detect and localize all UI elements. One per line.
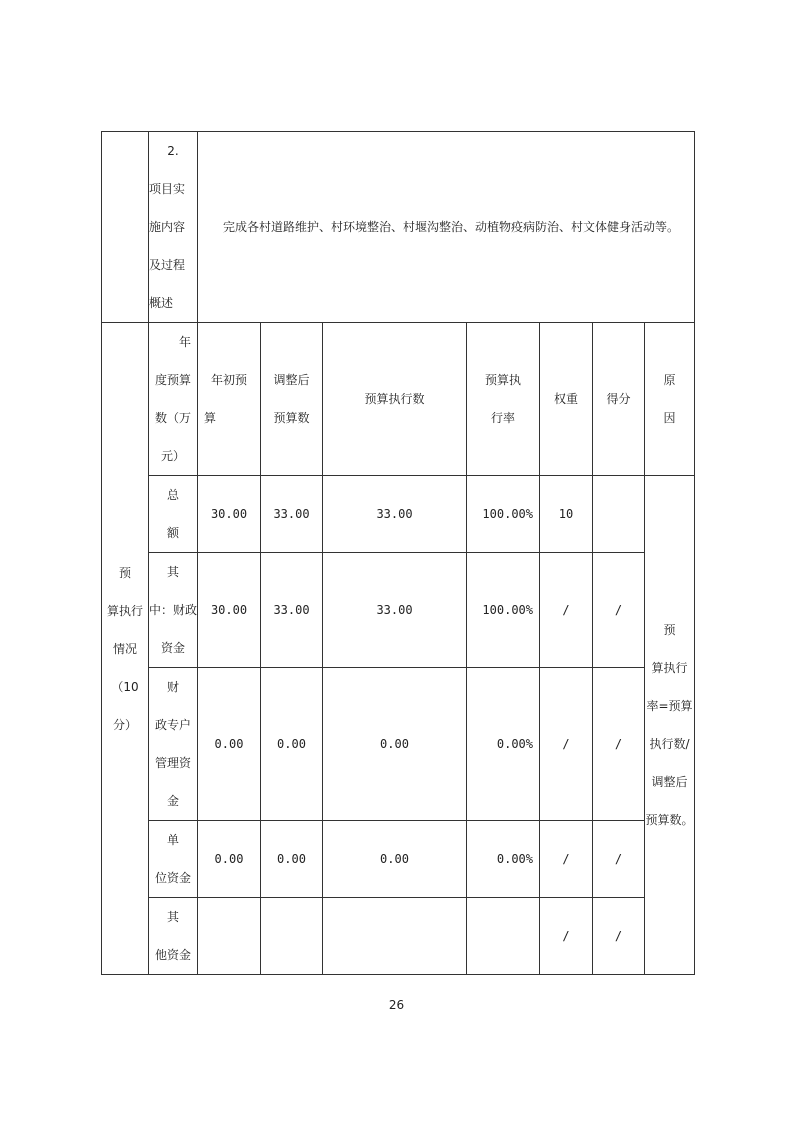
label-line: 项目实 (149, 182, 186, 196)
reason-line: 预算数。 (645, 813, 694, 827)
label-line: 年 (178, 335, 191, 349)
label-line: 他资金 (154, 948, 191, 962)
weight-cell: / (540, 553, 593, 668)
annual-budget-header (149, 323, 198, 476)
performance-table (101, 131, 695, 975)
score-cell: / (593, 821, 645, 898)
score-cell: / (593, 668, 645, 821)
initial-budget-cell: 0.00 (198, 668, 261, 821)
label-line: 算执行 (106, 603, 143, 618)
budget-header-row (102, 323, 695, 476)
implementation-content: 完成各村道路维护、村环境整治、村堰沟整治、动植物疫病防治、村文体健身活动等。 (198, 132, 695, 323)
adjusted-budget-header (261, 323, 323, 476)
execution-rate-cell: 100.00% (467, 476, 540, 553)
label-line: 预 (118, 565, 131, 580)
row-label (149, 821, 198, 898)
reason-line: 率=预算 (646, 699, 693, 713)
score-header: 得分 (593, 323, 645, 476)
row-label (149, 668, 198, 821)
adjusted-budget-cell: 33.00 (261, 553, 323, 668)
budget-execution-label (102, 323, 149, 975)
adjusted-budget-cell: 0.00 (261, 668, 323, 821)
initial-budget-header (198, 323, 261, 476)
label-line: 总 (166, 488, 179, 502)
label-line: 数（万 (154, 411, 191, 425)
label-line: 政专户 (154, 718, 191, 732)
label-line: 财 (166, 680, 179, 694)
weight-header: 权重 (540, 323, 593, 476)
page-number: 26 (388, 998, 405, 1012)
label-line: 年初预 (210, 373, 247, 387)
weight-cell: / (540, 821, 593, 898)
label-line: 其 (166, 565, 179, 579)
label-line: 及过程 (149, 258, 186, 272)
label-line: 情况（10 (111, 641, 139, 694)
label-line: 概述 (149, 296, 174, 310)
executed-header: 预算执行数 (323, 323, 467, 476)
score-cell: / (593, 898, 645, 975)
reason-cell (645, 476, 695, 975)
label-line: 位资金 (154, 871, 191, 885)
reason-header (645, 323, 695, 476)
executed-cell: 33.00 (323, 553, 467, 668)
label-line: 单 (166, 833, 179, 847)
label-line: 元） (160, 449, 185, 463)
weight-cell: / (540, 668, 593, 821)
executed-cell: 0.00 (323, 668, 467, 821)
table-row (102, 553, 695, 668)
score-cell (593, 476, 645, 553)
executed-cell: 0.00 (323, 821, 467, 898)
label-line: 金 (166, 794, 179, 808)
initial-budget-cell: 30.00 (198, 553, 261, 668)
label-line: 其 (166, 910, 179, 924)
reason-line: 算执行 (651, 661, 688, 675)
execution-rate-header (467, 323, 540, 476)
label-line: 调整后 (273, 373, 310, 387)
table-row (102, 668, 695, 821)
label-line: 算 (204, 411, 217, 425)
table-row (102, 898, 695, 975)
executed-cell (323, 898, 467, 975)
weight-cell: / (540, 898, 593, 975)
initial-budget-cell (198, 898, 261, 975)
execution-rate-cell: 0.00% (467, 821, 540, 898)
implementation-row (102, 132, 695, 323)
weight-cell: 10 (540, 476, 593, 553)
label-line: 资金 (160, 641, 185, 655)
implementation-label (149, 132, 198, 323)
table-row (102, 821, 695, 898)
execution-rate-cell (467, 898, 540, 975)
label-line: 施内容 (149, 220, 186, 234)
execution-rate-cell: 0.00% (467, 668, 540, 821)
executed-cell: 33.00 (323, 476, 467, 553)
reason-line: 执行数/ (649, 737, 690, 751)
blank-cell (102, 132, 149, 323)
adjusted-budget-cell: 33.00 (261, 476, 323, 553)
label-line: 中：财政 (149, 603, 198, 617)
label-line: 原 (663, 373, 676, 387)
label-line: 管理资 (154, 756, 191, 770)
label-line: 因 (663, 411, 676, 425)
row-label (149, 476, 198, 553)
label-line: 行率 (490, 411, 515, 425)
reason-line: 预 (663, 623, 676, 637)
label-line: 度预算 (154, 373, 191, 387)
reason-line: 调整后 (651, 775, 688, 789)
execution-rate-cell: 100.00% (467, 553, 540, 668)
label-line: 分） (112, 717, 137, 732)
score-cell: / (593, 553, 645, 668)
adjusted-budget-cell (261, 898, 323, 975)
initial-budget-cell: 0.00 (198, 821, 261, 898)
label-line: 预算数 (273, 411, 310, 425)
row-label (149, 553, 198, 668)
table-row (102, 476, 695, 553)
adjusted-budget-cell: 0.00 (261, 821, 323, 898)
label-line: 预算执 (484, 373, 521, 387)
initial-budget-cell: 30.00 (198, 476, 261, 553)
row-label (149, 898, 198, 975)
label-line: 额 (166, 526, 179, 540)
label-line: 2. (167, 144, 179, 158)
